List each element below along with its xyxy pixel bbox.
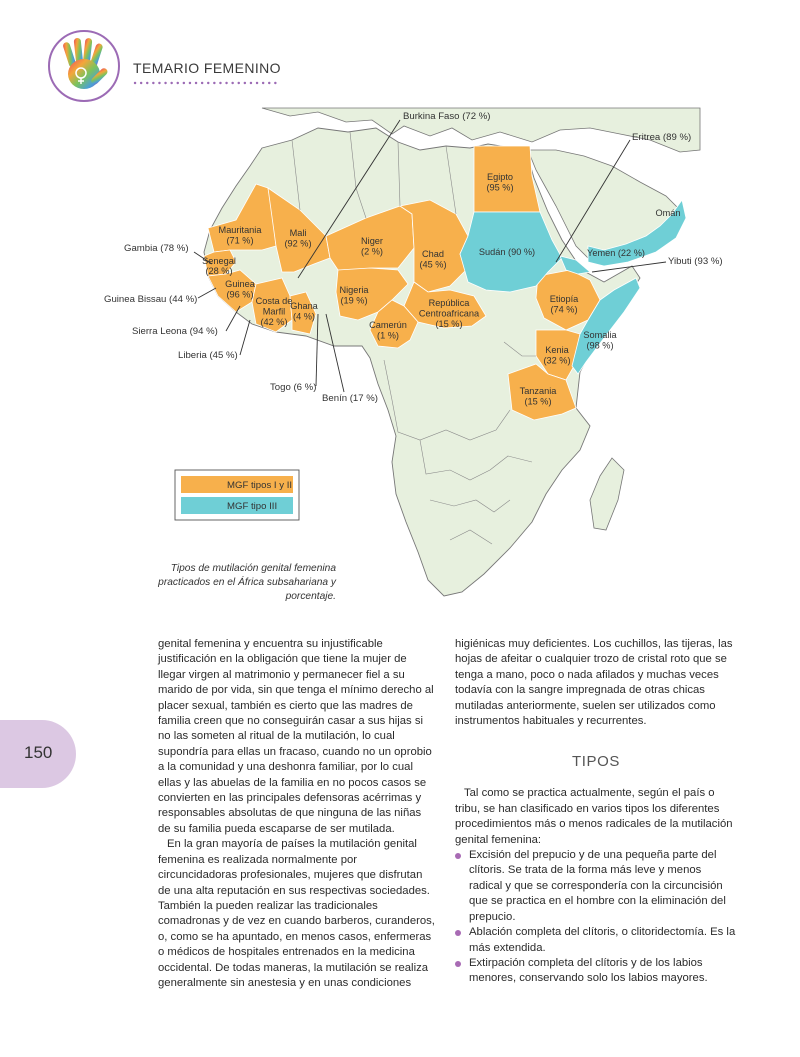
map-label-chad-name: Chad bbox=[422, 249, 444, 259]
callout-benin: Benín (17 %) bbox=[322, 393, 378, 404]
legend-label-type-1-2: MGF tipos I y II bbox=[227, 480, 293, 491]
map-label-rca-2: Centroafricana bbox=[418, 308, 480, 319]
svg-text:Senegal(28 %) bbox=[202, 256, 236, 276]
callout-liberia: Liberia (45 %) bbox=[178, 350, 238, 361]
map-label-sudan: Sudán (90 %) bbox=[478, 247, 536, 257]
right-column bbox=[455, 637, 737, 987]
right-paragraph-2: Tal como se practica actualmente, según el país o tribu, se han clasificado en varios tipos los diferentes procedimientos más o menos radicales de la mutilación genital femenina: bbox=[455, 787, 733, 846]
map-label-mali-pct: (92 %) bbox=[284, 238, 312, 249]
map-label-mauritania-pct: (71 %) bbox=[226, 235, 254, 246]
types-list bbox=[455, 848, 737, 987]
map-label-nigeria-name: Nigeria bbox=[339, 285, 369, 295]
svg-text:Somalia(98 %) bbox=[583, 330, 617, 351]
map-label-guinea-name: Guinea bbox=[225, 279, 255, 289]
map-label-ghana-name: Ghana bbox=[290, 301, 318, 311]
svg-text:Egipto(95 %) bbox=[486, 172, 513, 193]
list-item bbox=[455, 848, 737, 925]
map-label-kenia-pct: (32 %) bbox=[543, 355, 571, 366]
svg-text:Ghana(4 %) bbox=[290, 301, 318, 322]
map-label-rca-1: República bbox=[428, 298, 470, 308]
list-item bbox=[455, 925, 737, 956]
left-column bbox=[158, 637, 436, 991]
map-label-etiopia-name: Etiopía bbox=[549, 294, 579, 304]
map-label-costa-de: Costa de bbox=[255, 296, 293, 306]
map-label-guinea-pct: (96 %) bbox=[226, 289, 254, 300]
callout-togo: Togo (6 %) bbox=[270, 382, 317, 393]
list-item-text: Excisión del prepucio y de una pequeña parte del clítoris. Se trata de la forma más leve y menos radical y que se correspondería con la circuncisión que se practica en el hombre con la eliminación del prepucio. bbox=[469, 849, 726, 923]
svg-text:Guinea(96 %) bbox=[225, 279, 256, 300]
map-legend bbox=[175, 470, 299, 520]
svg-text:Kenia(32 %) bbox=[543, 345, 570, 366]
map-caption: Tipos de mutilación genital femenina practicados en el África subsahariana y porcentaje. bbox=[158, 563, 336, 602]
page-number: 150 bbox=[24, 743, 53, 762]
svg-text:Nigeria(19 %) bbox=[339, 285, 369, 306]
map-label-kenia-name: Kenia bbox=[545, 345, 569, 355]
map-label-yemen: Yemen (22 %) bbox=[587, 248, 645, 258]
bullet-icon bbox=[455, 961, 461, 967]
map-label-egipto-name: Egipto bbox=[486, 172, 514, 182]
map-label-mauritania-name: Mauritania bbox=[218, 225, 262, 235]
map-label-ghana-pct: (4 %) bbox=[293, 311, 315, 322]
page-number-tab bbox=[0, 720, 76, 788]
right-paragraph-1: higiénicas muy deficientes. Los cuchillos, las tijeras, las hojas de afeitar o cualquier trozo de cristal roto que se tenga a mano, poco o nada afilados y muchas veces todavía con la sangre impregnada de otras chicas mutiladas anteriormente, suelen ser utilizados como instrumentos habituales y recurrentes. bbox=[455, 638, 733, 728]
callout-yibuti: Yibuti (93 %) bbox=[668, 256, 723, 267]
legend-label-type-3: MGF tipo III bbox=[227, 501, 278, 512]
map-label-somalia-name: Somalia bbox=[583, 330, 617, 340]
callout-burkina-faso: Burkina Faso (72 %) bbox=[403, 111, 491, 122]
map-label-tanzania-pct: (15 %) bbox=[524, 396, 552, 407]
bullet-icon bbox=[455, 853, 461, 859]
map-madagascar bbox=[590, 458, 624, 530]
list-item-text: Extirpación completa del clítoris y de los labios menores, conservando solo los labios mayores. bbox=[469, 956, 708, 985]
map-label-camerun-pct: (1 %) bbox=[377, 330, 399, 341]
map-label-niger-name: Niger bbox=[361, 236, 383, 246]
svg-text:Niger(2 %) bbox=[361, 236, 383, 257]
map-label-senegal-name: Senegal bbox=[202, 256, 236, 266]
callout-eritrea: Eritrea (89 %) bbox=[632, 132, 692, 143]
map-label-senegal-pct: (28 %) bbox=[205, 266, 233, 276]
bullet-icon bbox=[455, 930, 461, 936]
left-paragraph-1: genital femenina y encuentra su injustificable justificación en la obligación que tiene la mujer de llegar virgen al matrimonio y permanecer fiel a su marido de por vida, sin que tenga el mínimo derecho al placer sexual, también es cierto que las madres de familia creen que no conseguirán casar a sus hijas si no las someten al ritual de la mutilación, lo cual supondría para ellas un fracaso, cuando no un oprobio a la comunidad y una deshonra familiar, por lo cual ellas y las abuelas de la familia en no pocos casos se convierten en las principales defensoras acérrimas y responsables absolutas de que ninguna de las niñas de su familia pueda escaparse de ser mutilada. bbox=[158, 638, 434, 835]
map-label-tanzania-name: Tanzania bbox=[519, 386, 557, 396]
list-item-text: Ablación completa del clítoris, o clitoridectomía. Es la más extendida. bbox=[469, 926, 736, 954]
map-label-somalia-pct: (98 %) bbox=[586, 340, 614, 351]
map-label-camerun-name: Camerún bbox=[369, 320, 407, 330]
list-item bbox=[455, 956, 737, 987]
section-title: TEMARIO FEMENINO bbox=[133, 60, 281, 76]
map-label-nigeria-pct: (19 %) bbox=[340, 295, 368, 306]
callout-gambia: Gambia (78 %) bbox=[124, 243, 189, 254]
map-label-egipto-pct: (95 %) bbox=[486, 182, 514, 193]
callout-sierra-leona: Sierra Leona (94 %) bbox=[132, 326, 218, 337]
map-label-rca-pct: (15 %) bbox=[435, 319, 463, 329]
map-label-niger-pct: (2 %) bbox=[361, 246, 383, 257]
left-paragraph-2: En la gran mayoría de países la mutilación genital femenina es realizada normalmente por circuncidadoras profesionales, mujeres que disfrutan de una alta reputación en sus respectivas sociedades. También la pueden realizar las tradicionales comadronas y de vez en cuando barberos, curanderos, o, como se ha apuntado, en menos casos, enfermeras o médicos de hospitales entrenados en la medicina occidental. De todas maneras, la mutilación se realiza generalmente sin anestesia y en unas condiciones bbox=[158, 838, 435, 989]
callout-guinea-bissau: Guinea Bissau (44 %) bbox=[104, 294, 198, 305]
map-label-oman: Omán bbox=[655, 208, 681, 218]
map-label-marfil: Marfil bbox=[262, 306, 286, 317]
map-label-etiopia-pct: (74 %) bbox=[550, 304, 578, 315]
section-heading-tipos: TIPOS bbox=[571, 753, 620, 771]
map-label-chad-pct: (45 %) bbox=[419, 259, 447, 270]
map-label-costa-pct: (42 %) bbox=[260, 317, 288, 327]
map-label-mali-name: Mali bbox=[289, 228, 307, 238]
svg-text:Chad(45 %) bbox=[419, 249, 446, 270]
svg-text:Etiopía(74 %) bbox=[550, 294, 579, 315]
